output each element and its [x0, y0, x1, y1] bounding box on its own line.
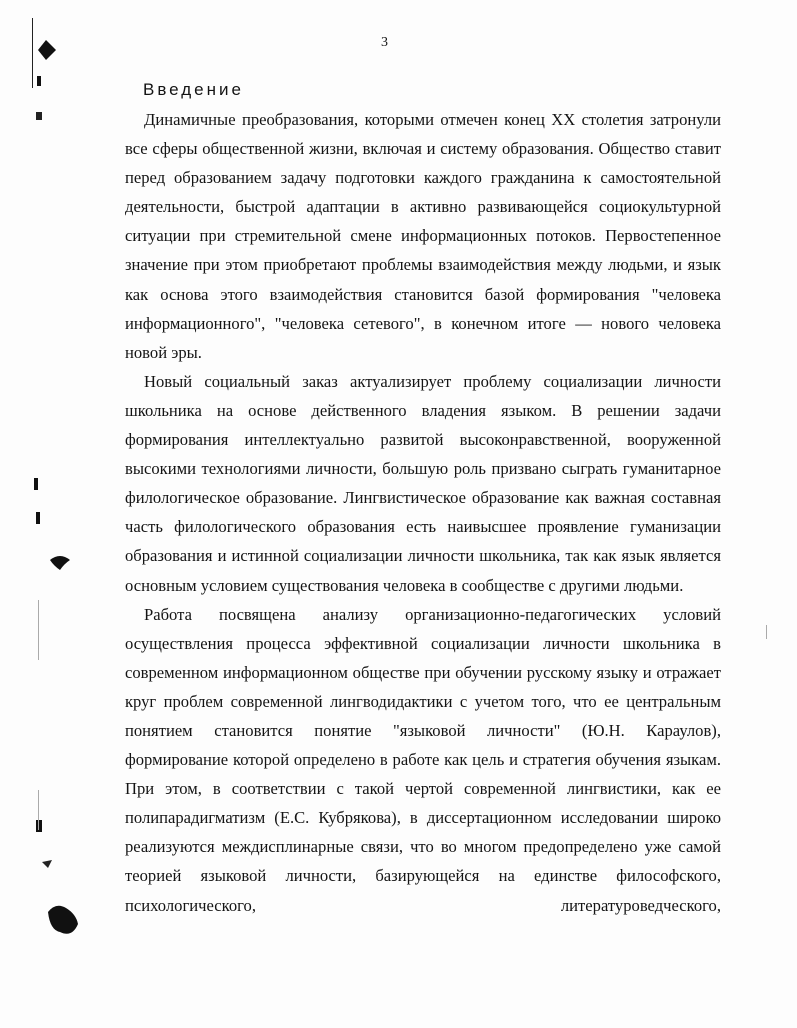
scan-artifact-dot	[36, 512, 40, 524]
body-text	[125, 105, 721, 920]
scan-artifact-dot	[36, 820, 42, 832]
scan-artifact-mark	[42, 860, 52, 868]
scan-faint-line	[766, 625, 767, 639]
scan-artifact-dot	[37, 76, 41, 86]
scan-faint-line	[38, 600, 39, 660]
section-heading: Введение	[143, 80, 244, 99]
paragraph: Работа посвящена анализу организационно-педагогических условий осуществления процесса эффективной социализации личности школьника в современном информационном обществе при обучении русскому языку и отражает круг проблем современной лингводидактики с учетом того, что ее центральным понятием становится понятие "языковой личности" (Ю.Н. Караулов), формирование которой определено в работе как цель и стратегия обучения языкам. При этом, в соответствии с такой чертой современной лингвистики, как ее полипарадигматизм (Е.С. Кубрякова), в диссертационном исследовании широко реализуются междисплинарные связи, что во многом предопределено уже самой теорией языковой личности, базирующейся на единстве философского, психологического, литературоведческого,	[125, 604, 721, 915]
paragraph: Новый социальный заказ актуализирует проблему социализации личности школьника на основе действенного владения языком. В решении задачи формирования интеллектуально развитой высоконравственной, вооруженной высокими технологиями личности, большую роль призвано сыграть гуманитарное филологическое образование. Лингвистическое образование как важная составная часть филологического образования есть наивысшее проявление гуманизации образования и истинной социализации личности школьника, так как язык является основным условием существования человека в сообществе с другими людьми.	[125, 371, 721, 595]
page-number: 3	[381, 35, 388, 50]
scan-artifact-blob	[48, 906, 78, 934]
scan-artifact-curl	[50, 556, 70, 570]
scan-artifact-dot	[34, 478, 38, 490]
scan-artifact-diamond	[38, 40, 56, 60]
scan-artifact-dot	[36, 112, 42, 120]
paragraph: Динамичные преобразования, которыми отмечен конец XX столетия затронули все сферы общественной жизни, включая и систему образования. Общество ставит перед образованием задачу подготовки каждого гражданина к самостоятельной деятельности, быстрой адаптации в активно развивающейся социокультурной ситуации при стремительной смене информационных потоков. Первостепенное значение при этом приобретают проблемы взаимодействия между людьми, и язык как основа этого взаимодействия становится базой формирования "человека информационного", "человека сетевого", в конечном итоге — нового человека новой эры.	[125, 110, 721, 362]
scan-faint-line	[38, 790, 39, 830]
scan-artifact-marks	[0, 0, 90, 1028]
